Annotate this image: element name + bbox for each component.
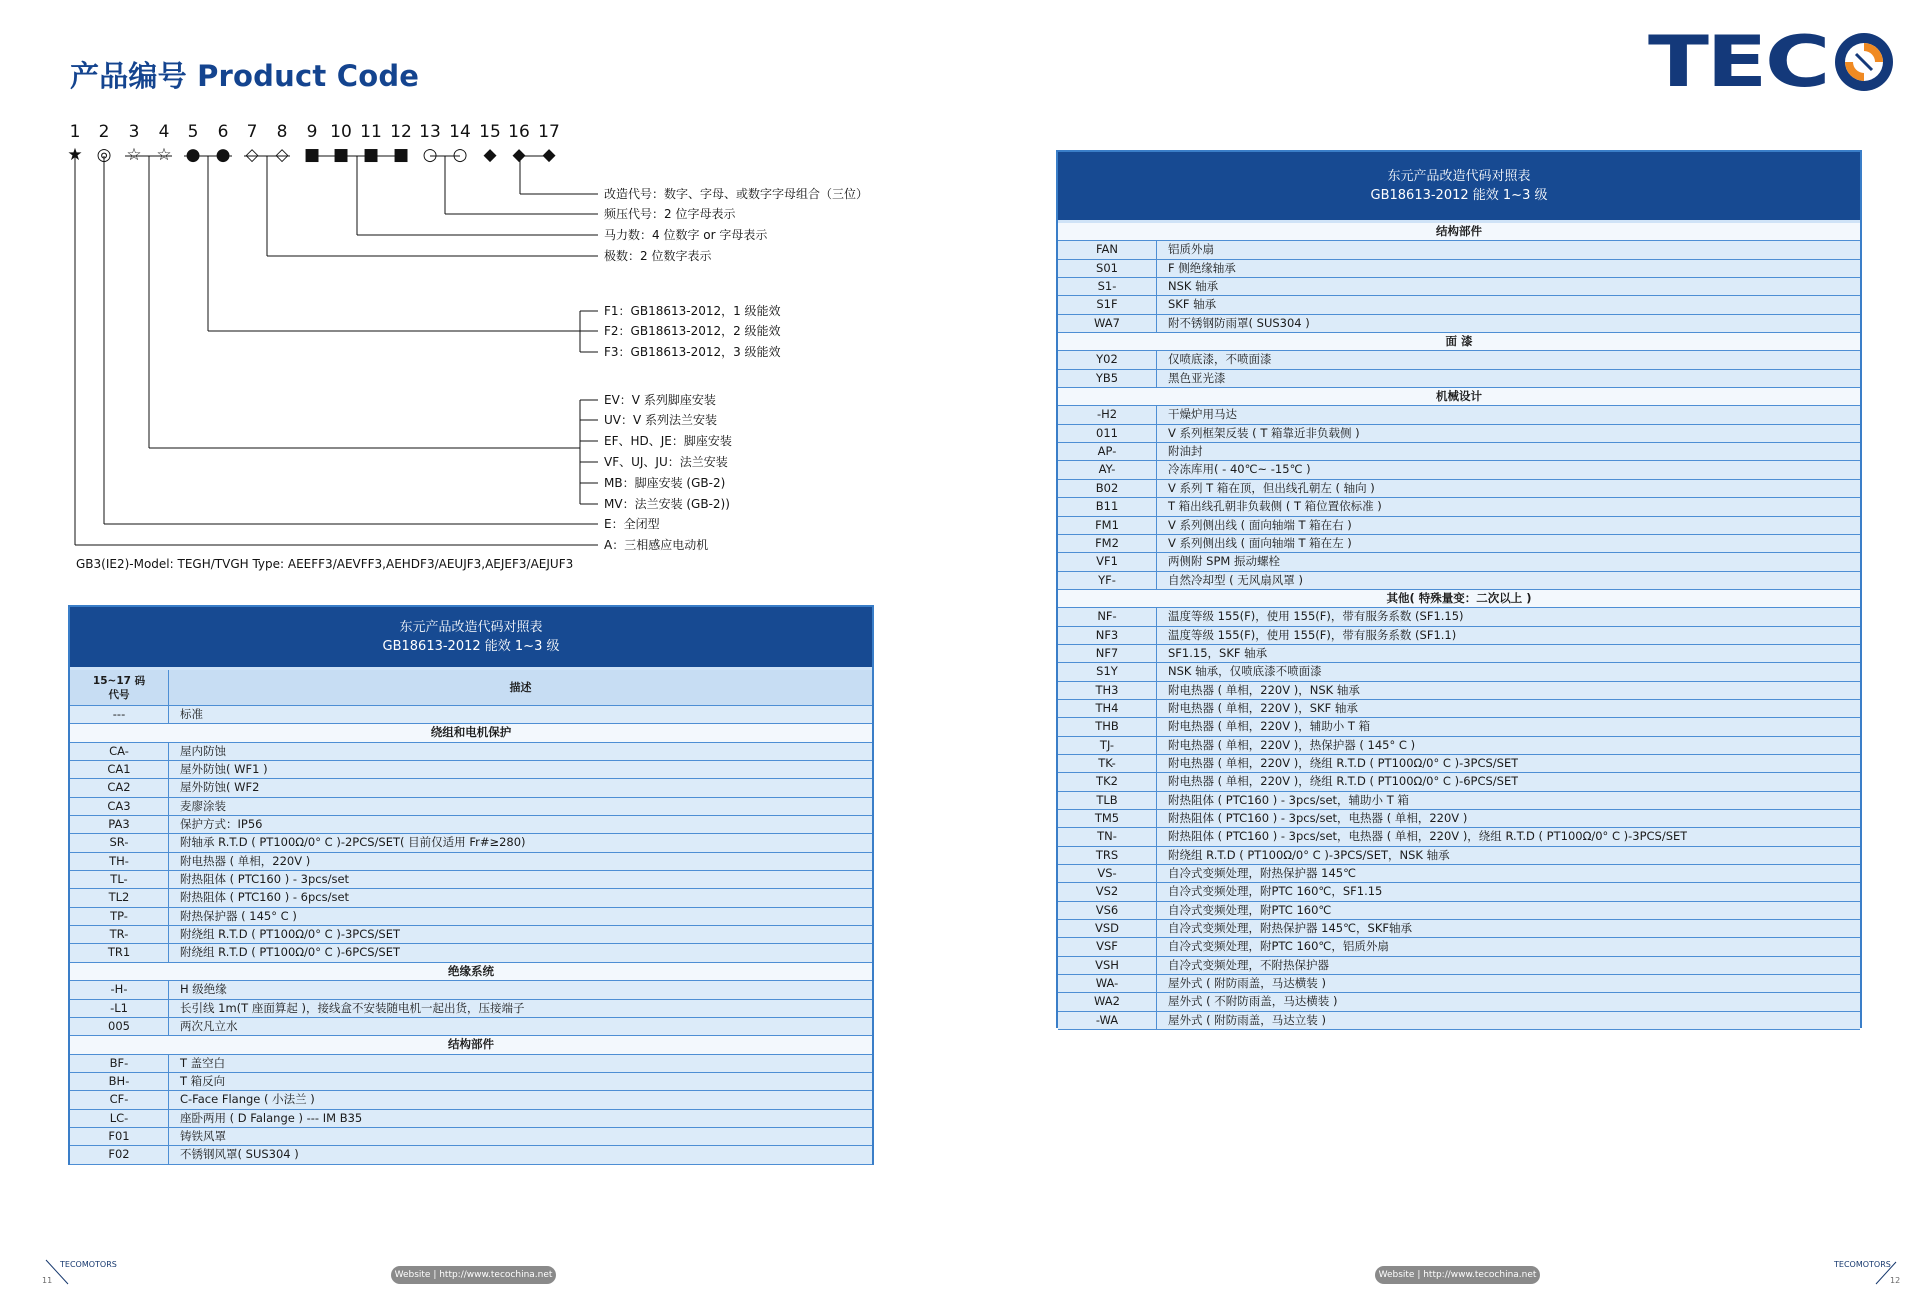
row-description: 座卧两用 ( D Falange ) --- IM B35 [180,1110,363,1125]
table-row [1058,351,1860,369]
row-description: 附热阻体 ( PTC160 ) - 3pcs/set [180,872,350,887]
code-digit: 4 [158,122,170,142]
model-type-line: GB3(IE2)-Model: TEGH/TVGH Type: AEEFF3/AEVFF3,AEHDF3/AEUJF3,AEJEF3/AEJUF3 [76,557,574,571]
code-symbol: ◆ [512,145,526,165]
row-description: 铸铁风罩 [180,1128,226,1143]
section-title: 结构部件 [1436,224,1482,238]
row-description: 屋外防蚀( WF1 ) [180,762,268,777]
section-title: 绕组和电机保护 [430,725,512,740]
table-row [70,853,872,871]
row-code: WA7 [1058,315,1157,332]
code-annotation: EF、HD、JE：脚座安装 [604,434,732,448]
row-description: C-Face Flange ( 小法兰 ) [180,1092,315,1107]
table-section-row [70,1036,872,1054]
right-code-table [1056,150,1862,1028]
row-code: CF- [70,1091,169,1108]
row-code: -H- [70,981,169,998]
code-annotation: VF、UJ、JU：法兰安装 [604,455,728,469]
code-annotation: MV：法兰安装 (GB-2)) [604,497,730,511]
code-annotation: F1：GB18613-2012，1 级能效 [604,304,781,318]
row-code: S1- [1058,278,1157,295]
code-digit: 2 [98,122,110,142]
code-annotation: EV：V 系列脚座安装 [604,393,716,407]
section-title: 绝缘系统 [448,963,494,978]
row-code: F02 [70,1146,169,1163]
row-description: 自冷式变频处理，附热保护器 145℃，SKF轴承 [1168,921,1412,936]
row-description: 自冷式变频处理，不附热保护器 [1168,957,1329,972]
row-code: -H2 [1058,406,1157,423]
code-symbol: ◇ [245,145,259,165]
row-code: TP- [70,908,169,925]
section-title: 面 漆 [1445,334,1473,349]
row-description: 附热阻体 ( PTC160 ) - 3pcs/set，辅助小 T 箱 [1168,792,1409,807]
right-table-body [1058,223,1860,1030]
table-row [1058,278,1860,296]
row-code: VF1 [1058,553,1157,570]
row-description: 不锈钢风罩( SUS304 ) [180,1147,299,1162]
row-code: TK2 [1058,773,1157,790]
row-description: 附电热器 ( 单相，220V )，绕组 R.T.D ( PT100Ω/0° C )-3PCS/SET [1168,755,1519,770]
table-row [1058,241,1860,259]
table-section-row [1058,388,1860,406]
page-number-left: 11 [42,1276,53,1285]
row-code: TM5 [1058,810,1157,827]
row-code: YF- [1058,572,1157,589]
row-code: NF7 [1058,645,1157,662]
row-code: TL2 [70,889,169,906]
row-code: BH- [70,1073,169,1090]
website-link-left[interactable]: Website | http://www.tecochina.net [391,1266,556,1284]
row-code: WA- [1058,975,1157,992]
row-description: 附热阻体 ( PTC160 ) - 3pcs/set，电热器 ( 单相，220V )，绕组 R.T.D ( PT100Ω/0° C )-3PCS/SET [1168,829,1688,844]
row-description: 麦廖涂装 [180,798,226,813]
row-description: NSK 轴承 [1168,279,1219,294]
row-description: 屋外防蚀( WF2 [180,780,260,795]
row-code: TN- [1058,828,1157,845]
row-description: V 系列侧出线 ( 面向轴端 T 箱在左 ) [1168,535,1352,550]
table-row [1058,663,1860,681]
table-row [1058,773,1860,791]
table-row [1058,718,1860,736]
row-code: S01 [1058,260,1157,277]
code-digit: 10 [330,122,352,142]
row-code: TH- [70,853,169,870]
row-code: --- [70,706,169,723]
row-code: VS6 [1058,902,1157,919]
left-code-table [68,605,874,1165]
row-code: YB5 [1058,370,1157,387]
table-row [1058,370,1860,388]
table-row [1058,975,1860,993]
table-row [1058,810,1860,828]
code-symbol: ◆ [542,145,556,165]
code-symbol: ● [185,145,201,165]
table-row [1058,296,1860,314]
row-description: T 盖空白 [180,1055,226,1070]
code-annotation: E：全闭型 [604,517,660,531]
row-code: FM2 [1058,535,1157,552]
row-code: AP- [1058,443,1157,460]
row-description: NSK 轴承，仅喷底漆不喷面漆 [1168,664,1322,679]
row-code: CA2 [70,779,169,796]
row-description: 自冷式变频处理，附热保护器 145℃ [1168,866,1357,881]
row-description: 标准 [180,707,203,721]
row-description: 附热阻体 ( PTC160 ) - 3pcs/set，电热器 ( 单相，220V ) [1168,811,1468,825]
footer-brand-right: TECOMOTORS [1834,1260,1891,1269]
code-digit: 15 [479,122,501,142]
row-description: SKF 轴承 [1168,297,1217,312]
row-code: THB [1058,718,1157,735]
row-code: 005 [70,1018,169,1035]
table-row [70,706,872,724]
table-row [70,761,872,779]
table-row [1058,627,1860,645]
code-digit: 13 [419,122,441,142]
code-symbol: ◎ [96,145,112,165]
table-row [1058,645,1860,663]
row-code: CA1 [70,761,169,778]
table-row [70,926,872,944]
row-description: V 系列侧出线 ( 面向轴端 T 箱在右 ) [1168,517,1352,532]
code-symbol: ■ [332,145,350,165]
code-annotation: MB：脚座安装 (GB-2) [604,476,726,490]
row-description: 两侧附 SPM 振动螺栓 [1168,554,1280,569]
table-section-row [1058,590,1860,608]
code-digit: 8 [276,122,288,142]
table-row [1058,957,1860,975]
row-description: 附电热器 ( 单相，220V )，绕组 R.T.D ( PT100Ω/0° C )-6PCS/SET [1168,774,1519,789]
row-description: V 系列 T 箱在顶，但出线孔朝左 ( 轴向 ) [1168,480,1375,495]
table-section-row [70,963,872,981]
table-row [1058,535,1860,553]
left-table-subtitle: GB18613-2012 能效 1~3 级 [382,639,560,654]
row-code: NF- [1058,608,1157,625]
row-code: B11 [1058,498,1157,515]
code-symbol: ★ [67,145,83,165]
table-row [70,1146,872,1164]
row-code: NF3 [1058,627,1157,644]
table-row [70,1018,872,1036]
table-row [1058,461,1860,479]
row-code: WA2 [1058,993,1157,1010]
row-code: VS- [1058,865,1157,882]
left-table-column-header [70,670,872,706]
table-row [1058,553,1860,571]
left-table-title: 东元产品改造代码对照表 [399,620,543,635]
row-code: TL- [70,871,169,888]
table-row [1058,572,1860,590]
table-row [1058,865,1860,883]
row-description: T 箱反向 [180,1073,226,1088]
code-symbol: ☆ [126,145,142,165]
table-row [1058,517,1860,535]
table-row [1058,480,1860,498]
code-symbol: ○ [422,145,438,165]
row-description: 两次凡立水 [180,1018,238,1033]
row-description: 附绕组 R.T.D ( PT100Ω/0° C )-3PCS/SET，NSK 轴承 [1168,847,1450,862]
table-row [1058,315,1860,333]
code-digit: 12 [390,122,412,142]
row-code: SR- [70,834,169,851]
row-code: FAN [1058,241,1157,258]
table-row [70,981,872,999]
code-annotation: A：三相感应电动机 [604,538,709,552]
row-description: 黑色亚光漆 [1168,370,1226,385]
row-description: 屋内防蚀 [180,743,226,758]
table-row [1058,260,1860,278]
row-code: VS2 [1058,883,1157,900]
row-code: Y02 [1058,351,1157,368]
table-row [1058,847,1860,865]
table-row [1058,700,1860,718]
table-row [1058,920,1860,938]
code-symbol: ◆ [483,145,497,165]
row-description: 附油封 [1168,444,1203,459]
row-code: -L1 [70,1000,169,1017]
code-annotation: 极数：2 位数字表示 [604,249,712,263]
table-row [1058,498,1860,516]
row-description: 屋外式 ( 附防雨盖，马达立装 ) [1168,1012,1326,1027]
table-row [70,1110,872,1128]
row-code: VSD [1058,920,1157,937]
column-code-line2: 代号 [108,688,130,701]
row-description: 附电热器 ( 单相，220V )，SKF 轴承 [1168,700,1358,715]
row-code: VSH [1058,957,1157,974]
table-row [1058,792,1860,810]
row-description: 附电热器 ( 单相，220V ) [180,853,311,868]
table-row [70,871,872,889]
row-code: LC- [70,1110,169,1127]
code-digit: 14 [449,122,471,142]
row-description: 铝质外扇 [1168,242,1214,257]
row-code: -WA [1058,1012,1157,1029]
row-code: 011 [1058,425,1157,442]
table-section-row [1058,223,1860,241]
row-code: TK- [1058,755,1157,772]
row-description: 自然冷却型 ( 无风扇风罩 ) [1168,572,1303,587]
section-title: 机械设计 [1436,389,1482,404]
code-symbol: ☆ [156,145,172,165]
code-symbol: ■ [303,145,321,165]
row-code: VSF [1058,938,1157,955]
table-row [1058,902,1860,920]
row-description: F 侧绝缘轴承 [1168,260,1236,275]
code-digit: 7 [246,122,258,142]
row-code: PA3 [70,816,169,833]
column-description: 描述 [509,681,532,694]
row-code: S1Y [1058,663,1157,680]
row-description: 自冷式变频处理，附PTC 160℃，铝质外扇 [1168,939,1389,954]
table-row [70,944,872,962]
left-table-body [70,706,872,1165]
row-description: 温度等级 155(F)，使用 155(F)，带有服务系数 (SF1.15) [1168,609,1464,624]
table-row [1058,755,1860,773]
table-row [70,834,872,852]
left-table-header [70,607,872,667]
row-description: 附热阻体 ( PTC160 ) - 6pcs/set [180,890,350,905]
table-row [1058,1012,1860,1030]
row-description: 自冷式变频处理，附PTC 160℃，SF1.15 [1168,884,1383,899]
row-description: 附电热器 ( 单相，220V )，热保护器 ( 145° C ) [1168,737,1416,752]
table-row [70,743,872,761]
row-description: 附轴承 R.T.D ( PT100Ω/0° C )-2PCS/SET( 目前仅适用 Fr#≥280) [180,835,526,850]
code-symbol: ■ [362,145,380,165]
row-description: H 级绝缘 [180,982,227,997]
row-description: 附不锈钢防雨罩( SUS304 ) [1168,315,1310,330]
row-code: TR- [70,926,169,943]
table-row [1058,993,1860,1011]
row-description: 冷冻库用( - 40℃~ -15℃ ) [1168,462,1311,477]
row-description: T 箱出线孔朝非负载侧 ( T 箱位置依标准 ) [1168,499,1382,514]
code-symbol: ◇ [275,145,289,165]
row-description: 保护方式：IP56 [180,817,263,832]
code-digit: 5 [187,122,199,142]
column-code-line1: 15~17 码 [92,674,146,687]
table-row [70,889,872,907]
code-annotation: F3：GB18613-2012，3 级能效 [604,345,781,359]
footer-brand-left: TECOMOTORS [60,1260,117,1269]
table-row [70,779,872,797]
table-row [1058,828,1860,846]
table-row [70,1128,872,1146]
code-annotation: 改造代号：数字、字母、或数字字母组合（三位） [604,187,869,201]
table-section-row [70,724,872,742]
row-description: 屋外式 ( 不附防雨盖，马达横装 ) [1168,994,1338,1009]
table-row [70,1055,872,1073]
table-row [70,816,872,834]
row-code: TRS [1058,847,1157,864]
row-description: 仅喷底漆，不喷面漆 [1168,352,1272,367]
table-row [70,1000,872,1018]
right-table-subtitle: GB18613-2012 能效 1~3 级 [1370,188,1548,203]
table-row [1058,682,1860,700]
table-row [70,1073,872,1091]
code-annotation: F2：GB18613-2012，2 级能效 [604,324,781,338]
row-description: 附绕组 R.T.D ( PT100Ω/0° C )-3PCS/SET [180,927,401,942]
table-section-row [1058,333,1860,351]
code-symbol: ○ [452,145,468,165]
table-row [70,1091,872,1109]
page-number-right: 12 [1890,1276,1901,1285]
table-row [1058,425,1860,443]
row-code: CA3 [70,798,169,815]
code-digit: 6 [217,122,229,142]
code-annotation: 频压代号：2 位字母表示 [604,207,736,221]
code-digit: 16 [508,122,530,142]
page-title: 产品编号 Product Code [70,59,420,93]
row-description: 长引线 1m(T 座面算起 )，接线盒不安装随电机一起出货，压接端子 [180,1000,525,1015]
svg-text:TEC: TEC [1648,26,1828,96]
table-row [1058,608,1860,626]
row-description: SF1.15，SKF 轴承 [1168,645,1268,660]
row-code: TLB [1058,792,1157,809]
code-digit: 17 [538,122,560,142]
table-row [1058,443,1860,461]
row-description: 附热保护器 ( 145° C ) [180,908,297,923]
table-row [70,798,872,816]
row-code: TH4 [1058,700,1157,717]
section-title: 其他( 特殊量变：二次以上 ) [1386,590,1532,605]
right-table-title: 东元产品改造代码对照表 [1387,169,1531,184]
row-description: V 系列框架反装 ( T 箱靠近非负载侧 ) [1168,425,1360,440]
row-code: TR1 [70,944,169,961]
code-annotation: 马力数：4 位数字 or 字母表示 [604,228,768,242]
row-description: 温度等级 155(F)，使用 155(F)，带有服务系数 (SF1.1) [1168,627,1457,642]
table-row [1058,938,1860,956]
column-code [70,670,169,705]
right-table-header [1058,152,1860,220]
code-digit: 1 [69,122,81,142]
code-digit: 11 [360,122,382,142]
code-digit: 3 [128,122,140,142]
code-digit: 9 [306,122,318,142]
table-row [1058,737,1860,755]
code-symbol: ■ [392,145,410,165]
row-code: CA- [70,743,169,760]
row-code: TH3 [1058,682,1157,699]
table-row [1058,406,1860,424]
row-description: 附绕组 R.T.D ( PT100Ω/0° C )-6PCS/SET [180,945,401,960]
row-code: TJ- [1058,737,1157,754]
row-code: BF- [70,1055,169,1072]
row-code: B02 [1058,480,1157,497]
row-description: 附电热器 ( 单相，220V )，NSK 轴承 [1168,682,1360,697]
row-code: AY- [1058,461,1157,478]
row-code: FM1 [1058,517,1157,534]
code-annotation: UV：V 系列法兰安装 [604,413,718,427]
row-description: 干燥炉用马达 [1168,407,1237,422]
website-link-right[interactable]: Website | http://www.tecochina.net [1375,1266,1540,1284]
table-row [70,908,872,926]
row-code: F01 [70,1128,169,1145]
row-description: 附电热器 ( 单相，220V )，辅助小 T 箱 [1168,719,1371,734]
row-code: S1F [1058,296,1157,313]
section-title: 结构部件 [448,1037,494,1052]
table-row [1058,883,1860,901]
row-description: 自冷式变频处理，附PTC 160℃ [1168,902,1332,917]
row-description: 屋外式 ( 附防雨盖，马达横装 ) [1168,976,1326,991]
code-symbol: ● [215,145,231,165]
